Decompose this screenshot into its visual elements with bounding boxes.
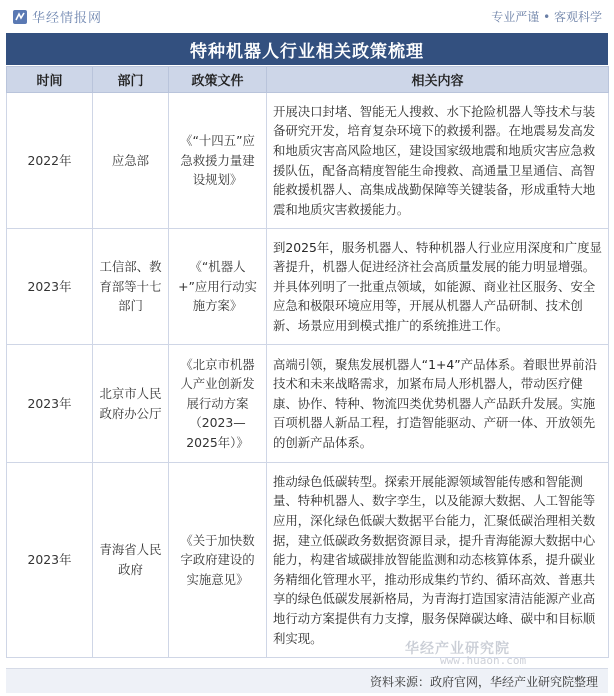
cell-doc: 《北京市机器人产业创新发展行动方案（2023—2025年）》 <box>169 345 267 463</box>
slogan: 专业严谨 • 客观科学 <box>491 10 602 24</box>
cell-year: 2023年 <box>7 345 93 463</box>
cell-dept: 北京市人民政府办公厅 <box>93 345 169 463</box>
cell-content: 推动绿色低碳转型。探索开展能源领域智能传感和智能测量、特种机器人、数字孪生，以及能源大数据、人工智能等应用，深化绿色低碳大数据平台能力，汇聚低碳治理相关数据，建立低碳政务数据资源目录，提升青海能源大数据中心能力，构建省域碳排放智能监测和动态核算体系，提升碳业务精细化管理水平，推动形成集约节约、循环高效、普惠共享的绿色低碳发展新格局，为青海打造国家清洁能源产业高地行动方案提供有力支撑，服务保障碳达峰、碳中和目标顺利实现。 <box>267 463 609 658</box>
table-header-row <box>7 67 609 93</box>
column-header-dept: 部门 <box>93 67 169 93</box>
top-bar <box>0 0 614 30</box>
table-row <box>7 229 609 345</box>
cell-doc: 《关于加快数字政府建设的实施意见》 <box>169 463 267 658</box>
source-note: 资料来源：政府官网，华经产业研究院整理 <box>369 675 598 689</box>
column-header-content: 相关内容 <box>267 67 609 93</box>
cell-doc: 《“十四五”应急救援力量建设规划》 <box>169 93 267 229</box>
cell-dept: 工信部、教育部等十七部门 <box>93 229 169 345</box>
watermark-url: www.huaon.com <box>440 654 527 667</box>
table-title: 特种机器人行业相关政策梳理 <box>6 33 608 65</box>
policy-table <box>6 66 609 658</box>
cell-doc: 《“机器人+”应用行动实施方案》 <box>169 229 267 345</box>
cell-year: 2023年 <box>7 463 93 658</box>
table-row <box>7 463 609 658</box>
cell-dept: 应急部 <box>93 93 169 229</box>
column-header-time: 时间 <box>7 67 93 93</box>
cell-content: 开展决口封堵、智能无人搜救、水下抢险机器人等技术与装备研究开发，培育复杂环境下的救援利器。在地震易发高发和地质灾害高风险地区，建设国家级地震和地质灾害应急救援队伍，配备高精度智能生命搜救、高通量卫星通信、高智能救援机器人、高集成战勤保障等关键装备，形成重特大地震和地质灾害救援能力。 <box>267 93 609 229</box>
brand-logo <box>12 7 102 26</box>
footer <box>6 668 608 693</box>
cell-content: 到2025年，服务机器人、特种机器人行业应用深度和广度显著提升，机器人促进经济社会高质量发展的能力明显增强。并具体列明了一批重点领域，如能源、商业社区服务、安全应急和极限环境应用等，开展从机器人产品研制、技术创新、场景应用到模式推广的系统推进工作。 <box>267 229 609 345</box>
cell-content: 高端引领，聚焦发展机器人“1+4”产品体系。着眼世界前沿技术和未来战略需求，加紧布局人形机器人，带动医疗健康、协作、特种、物流四类优势机器人产品跃升发展。实施百项机器人新品工程，打造智能驱动、产研一体、开放领先的创新产品体系。 <box>267 345 609 463</box>
logo-text: 华经情报网 <box>32 11 103 26</box>
logo-icon <box>12 9 28 25</box>
table-row <box>7 345 609 463</box>
cell-dept: 青海省人民政府 <box>93 463 169 658</box>
watermark-text: 华经产业研究院 <box>405 641 510 657</box>
cell-year: 2023年 <box>7 229 93 345</box>
table-row <box>7 93 609 229</box>
cell-year: 2022年 <box>7 93 93 229</box>
column-header-doc: 政策文件 <box>169 67 267 93</box>
